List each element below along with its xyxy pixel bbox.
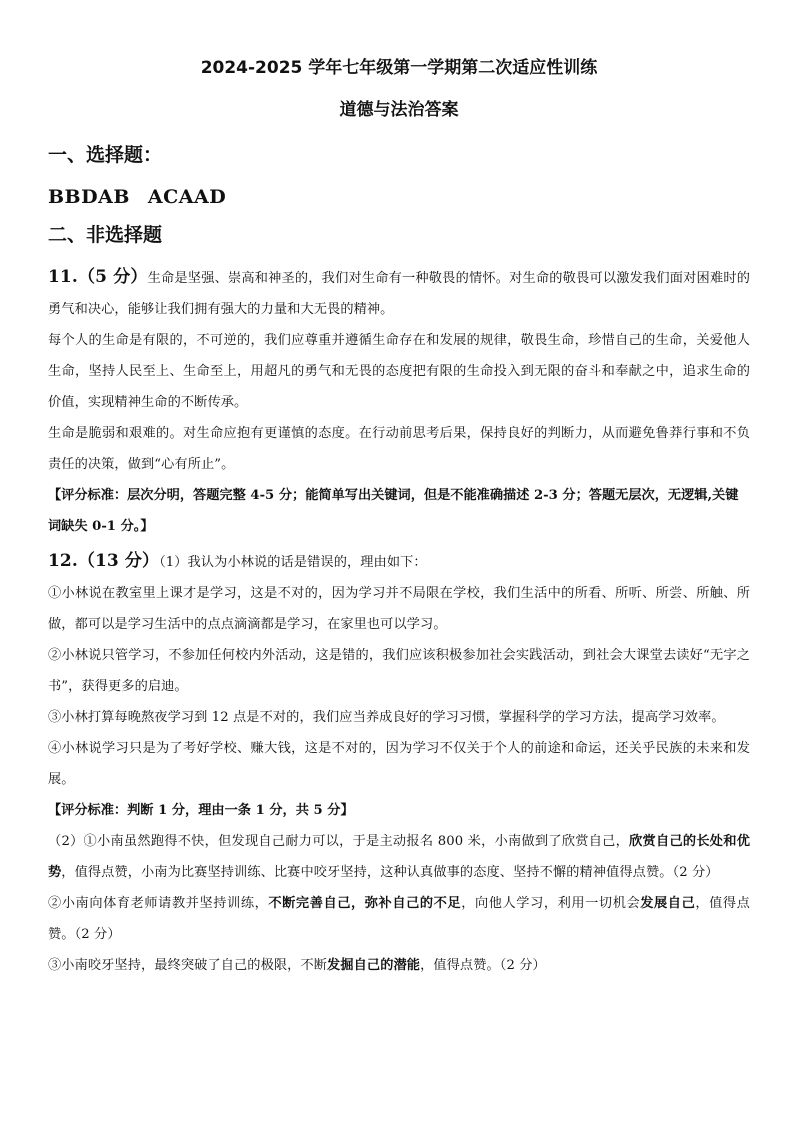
q12-part2-point-2-keyword-2: 发展自己 (640, 896, 696, 911)
choice-answers-group-2: ACAAD (147, 186, 227, 208)
q12-part2-point-1-keyword: 欣赏自己的长处和优势 (48, 834, 750, 880)
choice-answers (48, 186, 750, 208)
section-nonchoice-heading: 二、非选择题 (48, 224, 163, 246)
q12-intro (48, 546, 750, 578)
q12-part2-point-3-rest: ，值得点赞。（2 分） (420, 958, 546, 973)
q11-paragraph-2: 每个人的生命是有限的，不可逆的，我们应尊重并遵循生命存在和发展的规律，敬畏生命，珍惜自己的生命，关爱他人生命，坚持人民至上、生命至上，用超凡的勇气和无畏的态度把有限的生命投入到无限的奋斗和奉献之中，追求生命的价值，实现精神生命的不断传承。 (48, 333, 750, 410)
question-11 (48, 262, 750, 542)
q12-part2-point-2-text: ②小南向体育老师请教并坚持训练， (48, 896, 269, 911)
q11-text-1: 生命是坚强、崇高和神圣的，我们对生命有一种敬畏的情怀。对生命的敬畏可以激发我们面对困难时的勇气和决心，能够让我们拥有强大的力量和大无畏的精神。 (48, 271, 751, 317)
document-title: 2024-2025 学年七年级第一学期第二次适应性训练 (200, 58, 598, 78)
q12-part2-point-3 (48, 950, 750, 981)
q12-part2-point-3-keyword: 发掘自己的潜能 (327, 958, 421, 973)
q11-scoring-standard: 【评分标准：层次分明，答题完整 4-5 分；能简单写出关键词，但是不能准确描述 2-3 分；答题无层次，无逻辑,关键词缺失 0-1 分。】 (48, 488, 739, 534)
q11-number: 11.（5 分） (48, 267, 148, 287)
section-choice-heading: 一、选择题： (48, 144, 163, 166)
q11-paragraph-3: 生命是脆弱和艰难的。对生命应抱有更谨慎的态度。在行动前思考后果，保持良好的判断力，从而避免鲁莽行事和不负责任的决策，做到“心有所止”。 (48, 426, 750, 472)
q12-part2-point-2 (48, 888, 750, 950)
q12-reason-1: ①小林说在教室里上课才是学习，这是不对的，因为学习并不局限在学校，我们生活中的所看、所听、所尝、所触、所做，都可以是学习生活中的点点滴滴都是学习，在家里也可以学习。 (48, 586, 750, 632)
q12-part2-point-1-text: （2）①小南虽然跑得不快，但发现自己耐力可以，于是主动报名 800 米，小南做到了欣赏自己， (48, 834, 630, 849)
q12-part2-point-2-keyword: 不断完善自己，弥补自己的不足 (268, 896, 462, 911)
q12-reason-2: ②小林说只管学习，不参加任何校内外活动，这是错的，我们应该积极参加社会实践活动，到社会大课堂去读好“无字之书”，获得更多的启迪。 (48, 648, 750, 694)
q12-reason-3: ③小林打算每晚熬夜学习到 12 点是不对的，我们应当养成良好的学习习惯，掌握科学的学习方法，提高学习效率。 (48, 710, 725, 725)
q12-part2-point-3-text: ③小南咬牙坚持，最终突破了自己的极限，不断 (48, 958, 328, 973)
question-12 (48, 546, 750, 981)
document-subtitle: 道德与法治答案 (339, 100, 459, 120)
q12-scoring-standard: 【评分标准：判断 1 分，理由一条 1 分，共 5 分】 (48, 803, 354, 818)
choice-answers-group-1: BBDAB (48, 186, 130, 208)
q11-paragraph-1 (48, 262, 750, 325)
q12-number: 12.（13 分） (48, 551, 160, 571)
q12-reason-4: ④小林说学习只是为了考好学校、赚大钱，这是不对的，因为学习不仅关于个人的前途和命运，还关乎民族的未来和发展。 (48, 741, 750, 787)
q12-part2-point-2-mid: ，向他人学习，利用一切机会 (461, 896, 641, 911)
q12-part2-point-1-rest: ，值得点赞，小南为比赛坚持训练、比赛中咬牙坚持，这种认真做事的态度、坚持不懈的精神值得点赞。（2 分） (61, 865, 719, 880)
q12-intro-text: （1）我认为小林说的话是错误的，理由如下： (159, 555, 427, 570)
q12-part2-point-1 (48, 826, 750, 888)
q12-part2-point-2-rest: ，值得点赞。（2 分） (48, 896, 750, 942)
